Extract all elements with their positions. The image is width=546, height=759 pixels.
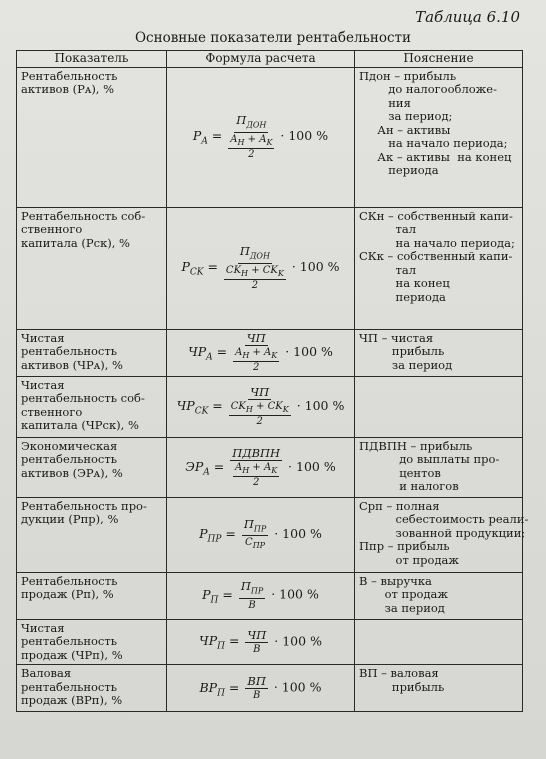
formula-numerator: $П_{ДОН}$ [238, 245, 272, 263]
formula-lhs: $ВР_П$ = [199, 679, 244, 698]
formula-denominator [233, 461, 279, 488]
formula-numerator: ЧП [247, 627, 267, 642]
indicator-cell: Рентабельность про- дукции (Рпр), % [17, 497, 167, 572]
indicator-cell: Чистая рентабельность продаж (ЧРп), % [17, 619, 167, 665]
formula-numerator: ЧП [246, 331, 266, 345]
formula-tail: · 100 % [284, 458, 336, 474]
formula-fraction [228, 114, 274, 159]
formula-numerator: $П_{ПР}$ [242, 518, 268, 536]
formula-denominator-top: $CK_H + CK_K$ [225, 264, 284, 278]
formula-numerator: ЧП [250, 385, 270, 399]
formula-tail: · 100 % [281, 344, 333, 359]
formula-denominator [243, 536, 267, 551]
formula-denominator-top: $A_H + A_K$ [235, 347, 278, 360]
formula-denominator-bottom: 2 [233, 476, 279, 488]
header-explanation: Пояснение [355, 51, 523, 68]
indicator-cell: Чистая рентабельность активов (ЧРᴀ), % [17, 329, 167, 376]
indicator-cell: Валовая рентабельность продаж (ВРп), % [17, 665, 167, 712]
formula-fraction [245, 675, 267, 701]
formula-denominator-bottom: 2 [229, 415, 291, 427]
formula-denominator-top: $CK_H + CK_K$ [230, 401, 289, 414]
formula-denominator-top: B [252, 690, 261, 701]
explanation-cell: СКн – собственный капи- тал на начало периода; СКк – собственный капи- тал на конец периода [355, 207, 523, 329]
table-row [17, 497, 523, 572]
formula-lhs: $P_{CK}$ = [181, 259, 222, 278]
formula-tail: · 100 % [276, 128, 329, 144]
formula-denominator-top: $A_H + A_K$ [230, 133, 273, 147]
formula-fraction [245, 629, 268, 655]
formula-cell [167, 437, 355, 497]
formula-denominator [251, 643, 262, 655]
explanation-cell [355, 376, 523, 437]
formula-cell [167, 376, 355, 437]
formula-lhs: $ЧР_П$ = [199, 633, 244, 652]
explanation-cell: ЧП – чистая прибыль за период [355, 329, 523, 376]
header-formula: Формула расчета [167, 51, 355, 68]
formula-numerator: ВП [247, 674, 266, 688]
formula-denominator-top: $A_H + A_K$ [235, 461, 278, 475]
formula-tail: · 100 % [292, 398, 345, 413]
formula-denominator-bottom: 2 [224, 279, 286, 291]
indicator-cell: Рентабельность активов (Рᴀ), % [17, 67, 167, 207]
formula-cell [167, 572, 355, 619]
header-indicator: Показатель [17, 51, 167, 68]
formula-cell [167, 619, 355, 665]
explanation-cell: В – выручка от продаж за период [355, 572, 523, 619]
table-row [17, 619, 523, 665]
table-row [17, 376, 523, 437]
formula-tail: · 100 % [287, 259, 340, 275]
formula-lhs: $ЭР_A$ = [185, 458, 229, 477]
formula-denominator [229, 400, 291, 427]
table-caption: Таблица 6.10 [415, 8, 520, 26]
formula-numerator: ПДВПН [232, 445, 281, 460]
profitability-table [16, 50, 529, 712]
formula-tail: · 100 % [267, 586, 319, 602]
formula-denominator [246, 599, 257, 611]
table-row [17, 67, 523, 207]
indicator-cell: Экономическая рентабельность активов (ЭРᴀ), % [17, 437, 167, 497]
formula-tail: · 100 % [270, 633, 322, 649]
table-row [17, 572, 523, 619]
table-row [17, 329, 523, 376]
formula-fraction [233, 332, 279, 373]
table-row [17, 207, 523, 329]
formula-lhs: $ЧР_A$ = [188, 344, 232, 363]
formula-denominator [228, 133, 274, 160]
formula-denominator [233, 346, 279, 373]
explanation-cell [355, 619, 523, 665]
explanation-cell: Срп – полная себестоимость реали- зованной продукции; Ппр – прибыль от продаж [355, 497, 523, 572]
formula-numerator: $П_{ПР}$ [239, 580, 265, 598]
formula-fraction [242, 518, 268, 551]
formula-tail: · 100 % [270, 525, 322, 541]
indicator-cell: Рентабельность продаж (Рп), % [17, 572, 167, 619]
formula-fraction [230, 447, 282, 488]
formula-lhs: $P_П$ = [202, 586, 237, 606]
formula-lhs: $P_A$ = [192, 128, 227, 147]
formula-denominator-bottom: 2 [233, 361, 279, 373]
formula-cell [167, 67, 355, 207]
formula-denominator-top: B [253, 643, 261, 655]
formula-tail: · 100 % [269, 679, 322, 695]
formula-numerator: $П_{ДОН}$ [234, 114, 268, 132]
table-header-row [17, 51, 523, 68]
indicator-cell: Чистая рентабельность соб- ственного капитала (ЧРск), % [17, 376, 167, 437]
formula-denominator [224, 264, 286, 291]
formula-cell [167, 497, 355, 572]
formula-denominator-top: B [248, 599, 256, 611]
explanation-cell: Пдон – прибыль до налогообложе- ния за период; Ан – активы на начало периода; Ак – активы на конец периода [355, 67, 523, 207]
formula-fraction [224, 245, 286, 290]
table-title: Основные показатели рентабельности [134, 30, 412, 46]
formula-fraction [239, 580, 265, 610]
formula-cell [167, 665, 355, 712]
explanation-cell: ВП – валовая прибыль [355, 665, 523, 712]
indicator-cell: Рентабельность соб- ственного капитала (Рск), % [17, 207, 167, 329]
table-row [17, 665, 523, 712]
formula-denominator-top: $C_{ПР}$ [245, 537, 266, 551]
formula-denominator-bottom: 2 [228, 148, 274, 160]
explanation-cell: ПДВПН – прибыль до выплаты про- центов и налогов [355, 437, 523, 497]
formula-lhs: $ЧР_{CK}$ = [176, 398, 227, 417]
formula-cell [167, 329, 355, 376]
formula-denominator [251, 689, 262, 701]
formula-fraction [229, 386, 291, 427]
table-row [17, 437, 523, 497]
formula-cell [167, 207, 355, 329]
formula-lhs: $P_{ПР}$ = [199, 525, 240, 545]
